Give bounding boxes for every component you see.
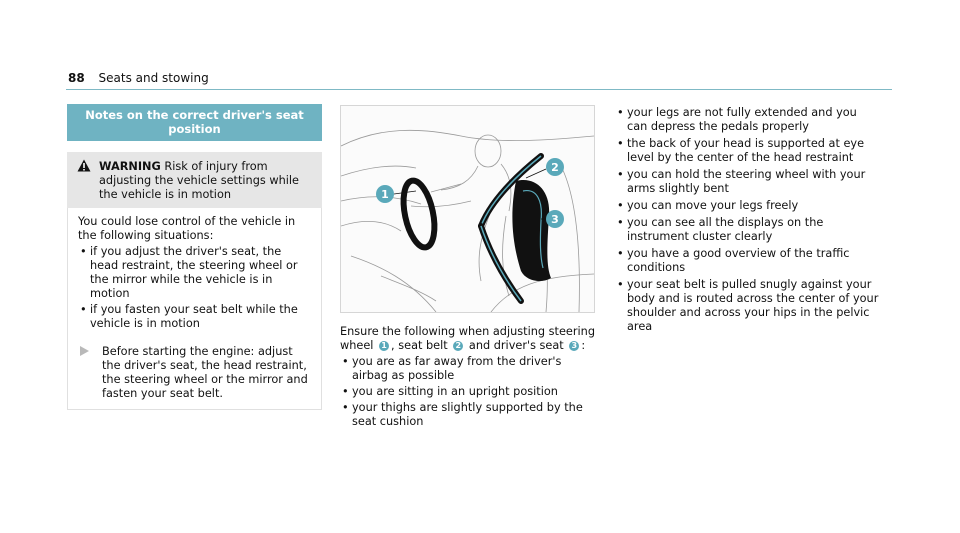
callout-badge-2: 2 [453, 341, 463, 351]
svg-text:3: 3 [551, 213, 559, 226]
notes-title: Notes on the correct driver's seat position [67, 104, 322, 141]
page-header [68, 71, 209, 85]
svg-text:2: 2 [551, 161, 559, 174]
section-title: Seats and stowing [98, 71, 209, 85]
continued-list [615, 106, 880, 334]
list-item: • your seat belt is pulled snugly against your body and is routed across the center of your shoulder and across your hips in the pelvic area [615, 278, 880, 334]
ensure-list [340, 355, 600, 429]
header-divider [66, 89, 892, 90]
svg-text:1: 1 [381, 188, 389, 201]
page-number: 88 [68, 71, 85, 85]
list-item: • if you adjust the driver's seat, the head restraint, the steering wheel or the mirror while the vehicle is in motion [78, 245, 311, 301]
list-item: • your legs are not fully extended and you can depress the pedals properly [615, 106, 880, 134]
situations-list [78, 245, 311, 331]
ensure-list-continued [615, 103, 880, 334]
notes-body [67, 208, 322, 410]
notes-intro: You could lose control of the vehicle in the following situations: [78, 215, 296, 242]
action-step [78, 345, 311, 401]
warning-triangle-icon [77, 159, 95, 202]
list-item: • you can hold the steering wheel with your arms slightly bent [615, 168, 880, 196]
list-item: • the back of your head is supported at eye level by the center of the head restraint [615, 137, 880, 165]
ensure-text-part: Ensure the following when adjusting steering wheel [340, 325, 595, 352]
ensure-text-part: and driver's seat [468, 339, 564, 352]
list-item: • you have a good overview of the traffic conditions [615, 247, 880, 275]
warning-label: WARNING [99, 160, 161, 173]
notes-panel [67, 104, 322, 410]
list-item: • you can see all the displays on the instrument cluster clearly [615, 216, 880, 244]
warning-box [67, 152, 322, 208]
ensure-section [340, 325, 600, 429]
action-text: Before starting the engine: adjust the driver's seat, the head restraint, the steering wheel or the mirror and fasten your seat belt. [102, 345, 308, 400]
list-item: • if you fasten your seat belt while the vehicle is in motion [78, 303, 311, 331]
list-item: • you are as far away from the driver's airbag as possible [340, 355, 600, 383]
callout-badge-1: 1 [379, 341, 389, 351]
ensure-text-part: , seat belt [391, 339, 448, 352]
callout-badge-3: 3 [569, 341, 579, 351]
seat-position-illustration [340, 105, 595, 313]
ensure-intro [340, 325, 600, 353]
list-item: • you are sitting in an upright position [340, 385, 600, 399]
list-item: • you can move your legs freely [615, 199, 880, 213]
ensure-text-part: : [581, 339, 586, 352]
warning-text: Risk of injury from adjusting the vehicle settings while the vehicle is in motion [99, 160, 299, 201]
list-item: • your thighs are slightly supported by the seat cushion [340, 401, 600, 429]
action-arrow-icon [78, 345, 96, 401]
